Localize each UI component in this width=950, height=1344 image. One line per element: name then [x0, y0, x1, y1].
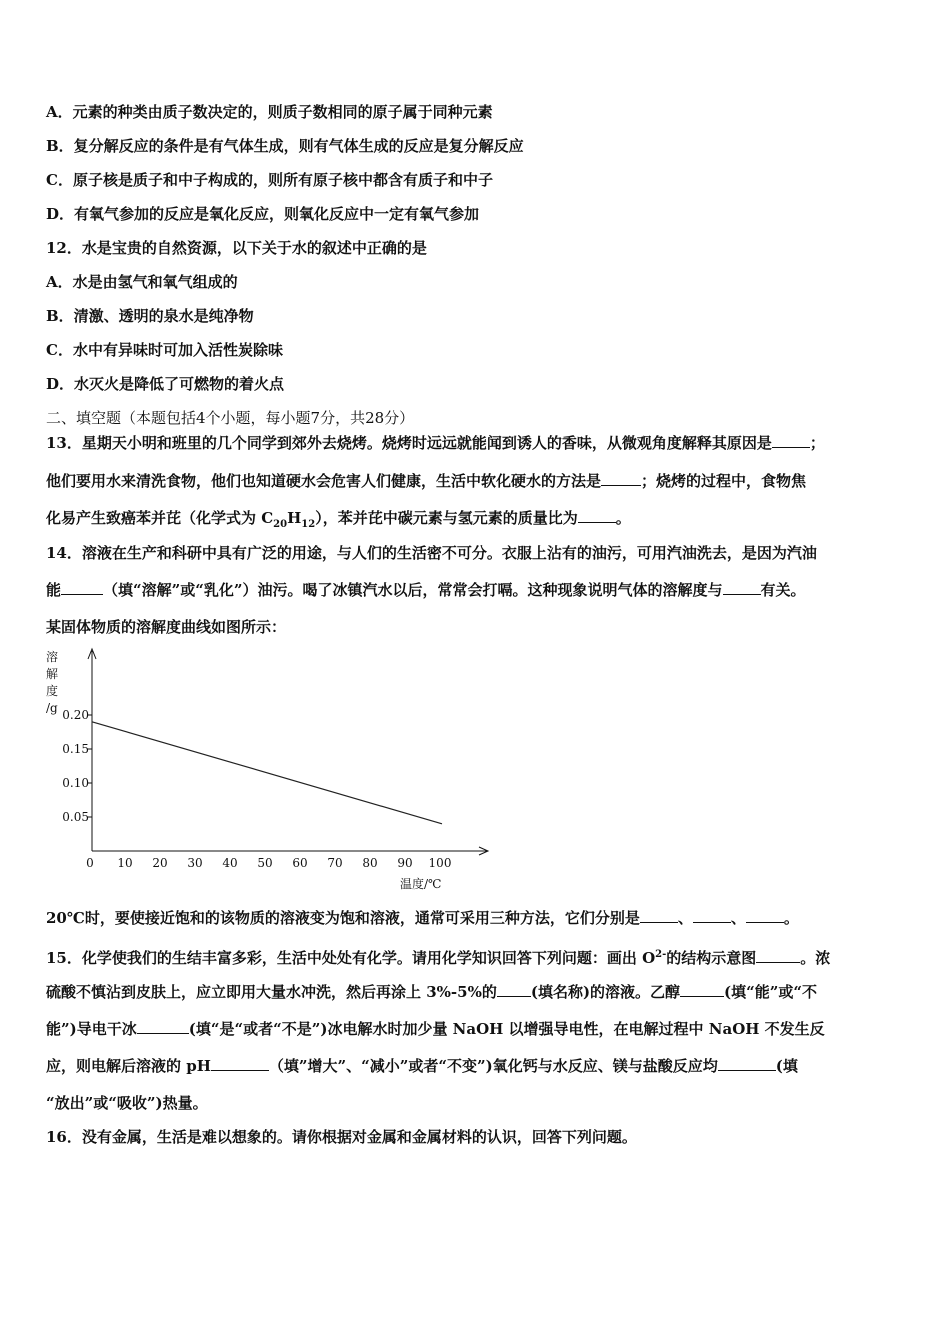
q15-line-3: [46, 1019, 825, 1039]
answer-blank: [723, 580, 761, 595]
y-axis-label: [46, 649, 58, 715]
x-tick-label: 30: [187, 856, 203, 870]
q13-line-3: [46, 508, 631, 535]
q15-text-3a: 能”)导电干冰: [46, 1020, 137, 1038]
x-tick-label: 80: [362, 856, 378, 870]
answer-blank: [497, 982, 531, 997]
q12-option-b: B．清激、透明的泉水是纯净物: [46, 307, 254, 325]
x-tick-labels: [86, 856, 451, 870]
q11-option-d: D．有氧气参加的反应是氧化反应，则氧化反应中一定有氧气参加: [46, 205, 480, 223]
q15-line-1: [46, 945, 830, 968]
q15-line-5: “放出”或“吸收”)热量。: [46, 1094, 208, 1112]
q15-text-1b: 的结构示意图: [666, 949, 757, 967]
q14-text-2c: 有关。: [760, 581, 806, 599]
x-tick-label: 0: [86, 856, 94, 870]
q15-line-4: [46, 1056, 798, 1076]
y-axis-label-char: 溶: [46, 650, 59, 664]
q15-text-4b: （填”增大”、“减小”或者“不变”)氧化钙与水反应、镁与盐酸反应均: [268, 1057, 718, 1075]
q13-sub-20: 20: [273, 519, 288, 530]
q12-option-a: A．水是由氢气和氧气组成的: [46, 273, 238, 291]
q15-text-1c: 。浓: [800, 949, 831, 967]
answer-blank: [61, 580, 103, 595]
q13-text-3c: ），苯并芘中碳元素与氢元素的质量比为: [315, 509, 578, 527]
q14-sep-2: 、: [730, 909, 746, 927]
solubility-curve: [92, 722, 442, 824]
y-tick-label: 0.05: [62, 810, 89, 824]
q16-stem: 16．没有金属，生活是难以想象的。请你根据对金属和金属材料的认识，回答下列问题。: [46, 1128, 637, 1146]
q13-text-2b: ；烧烤的过程中，食物焦: [641, 472, 807, 490]
q14-text-4a: 20℃时，要使接近饱和的该物质的溶液变为饱和溶液，通常可采用三种方法，它们分别是: [46, 909, 640, 927]
q15-superscript: 2-: [655, 949, 667, 960]
answer-blank: [693, 908, 731, 923]
chart-axes: [88, 649, 488, 855]
solubility-chart: [40, 645, 500, 895]
y-tick-label: 0.15: [62, 742, 89, 756]
q14-sep-1: 、: [677, 909, 693, 927]
answer-blank: [756, 948, 800, 963]
x-tick-label: 20: [152, 856, 168, 870]
answer-blank: [680, 982, 724, 997]
q14-line-2: [46, 580, 806, 600]
q13-sub-12: 12: [301, 519, 316, 530]
x-axis-label: 温度/℃: [400, 877, 442, 891]
y-tick-label: 0.10: [62, 776, 89, 790]
x-tick-label: 50: [257, 856, 273, 870]
q14-text-2a: 能: [46, 581, 62, 599]
q15-text-2c: (填“能”或“不: [724, 983, 818, 1001]
q12-option-c: C．水中有异味时可加入活性炭除味: [46, 341, 283, 359]
answer-blank: [772, 433, 810, 448]
answer-blank: [578, 508, 616, 523]
q15-text-4c: (填: [775, 1057, 798, 1075]
q12-option-d: D．水灭火是降低了可燃物的着火点: [46, 375, 285, 393]
q15-line-2: [46, 982, 817, 1002]
q12-stem: 12．水是宝贵的自然资源，以下关于水的叙述中正确的是: [46, 239, 427, 257]
q11-option-b: B．复分解反应的条件是有气体生成，则有气体生成的反应是复分解反应: [46, 137, 524, 155]
q13-text-3-end: 。: [615, 509, 631, 527]
q13-text-1: 13．星期天小明和班里的几个同学到郊外去烧烤。烧烤时远远就能闻到诱人的香味，从微观角度解释其原因是: [46, 434, 772, 452]
section-heading: 二、填空题（本题包括4个小题，每小题7分，共28分）: [46, 409, 415, 427]
y-axis-label-char: 解: [46, 667, 59, 681]
q13-text-2a: 他们要用水来清洗食物，他们也知道硬水会危害人们健康，生活中软化硬水的方法是: [46, 472, 602, 490]
x-tick-label: 60: [292, 856, 308, 870]
x-tick-label: 40: [222, 856, 238, 870]
chart-series: [92, 722, 442, 824]
q13-text-3b: H: [287, 509, 302, 527]
y-tick-label: 0.20: [62, 708, 89, 722]
q15-text-2a: 硫酸不慎沾到皮肤上，应立即用大量水冲洗，然后再涂上 3%-5%的: [46, 983, 497, 1001]
q13-line-1: [46, 433, 825, 453]
x-tick-label: 100: [428, 856, 452, 870]
q11-option-c: C．原子核是质子和中子构成的，则所有原子核中都含有质子和中子: [46, 171, 493, 189]
q14-line-1: 14．溶液在生产和科研中具有广泛的用途，与人们的生活密不可分。衣服上沾有的油污，可用汽油洗去，是因为汽油: [46, 544, 817, 562]
q14-text-2b: （填“溶解”或“乳化”）油污。喝了冰镇汽水以后，常常会打嗝。这种现象说明气体的溶解度与: [103, 581, 723, 599]
x-tick-label: 10: [117, 856, 133, 870]
q15-text-1a: 15．化学使我们的生结丰富多彩，生活中处处有化学。请用化学知识回答下列问题：画出 O: [46, 949, 656, 967]
q15-text-3b: (填“是“或者“不是”)冰电解水时加少量 NaOH 以增强导电性，在电解过程中 NaOH 不发生反: [188, 1020, 825, 1038]
q13-text-3a: 化易产生致癌苯并芘（化学式为 C: [46, 509, 274, 527]
q11-option-a: A．元素的种类由质子数决定的，则质子数相同的原子属于同种元素: [46, 103, 493, 121]
answer-blank: [718, 1056, 776, 1071]
x-tick-label: 90: [397, 856, 413, 870]
y-axis-label-char: /g: [46, 701, 58, 715]
q13-line-2: [46, 471, 806, 491]
answer-blank: [601, 471, 641, 486]
q14-line-4: [46, 908, 799, 928]
y-tick-labels: [62, 708, 92, 824]
answer-blank: [746, 908, 784, 923]
x-tick-label: 70: [327, 856, 343, 870]
answer-blank: [640, 908, 678, 923]
answer-blank: [137, 1019, 189, 1034]
q14-line-3: 某固体物质的溶解度曲线如图所示：: [46, 618, 287, 636]
q15-text-4a: 应，则电解后溶液的 pH: [46, 1057, 211, 1075]
q13-text-1-end: ；: [809, 434, 825, 452]
q14-text-4-end: 。: [783, 909, 799, 927]
y-axis-label-char: 度: [46, 684, 59, 698]
answer-blank: [211, 1056, 269, 1071]
q15-text-2b: (填名称)的溶液。乙醇: [530, 983, 681, 1001]
